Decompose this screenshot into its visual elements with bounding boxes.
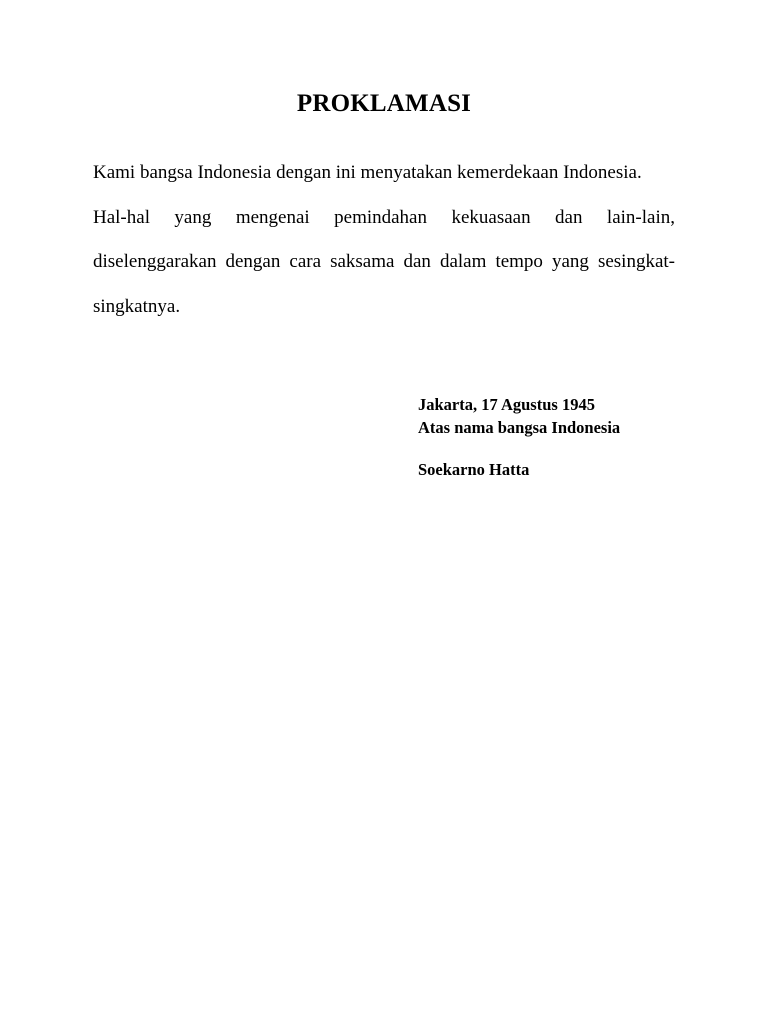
proclamation-body — [93, 151, 675, 329]
proclamation-paragraph-2: Hal-hal yang mengenai pemindahan kekuasaan dan lain-lain, diselenggarakan dengan cara saksama dan dalam tempo yang sesingkat-singkatnya. — [93, 206, 675, 317]
signature-block — [418, 393, 748, 481]
proclamation-paragraph-1: Kami bangsa Indonesia dengan ini menyatakan kemerdekaan Indonesia. — [93, 162, 642, 183]
on-behalf-line: Atas nama bangsa Indonesia — [418, 418, 621, 437]
document-title: PROKLAMASI — [296, 90, 472, 117]
signatories-line: Soekarno Hatta — [418, 460, 530, 479]
place-date-line: Jakarta, 17 Agustus 1945 — [418, 395, 595, 414]
signature-spacer — [418, 439, 748, 458]
